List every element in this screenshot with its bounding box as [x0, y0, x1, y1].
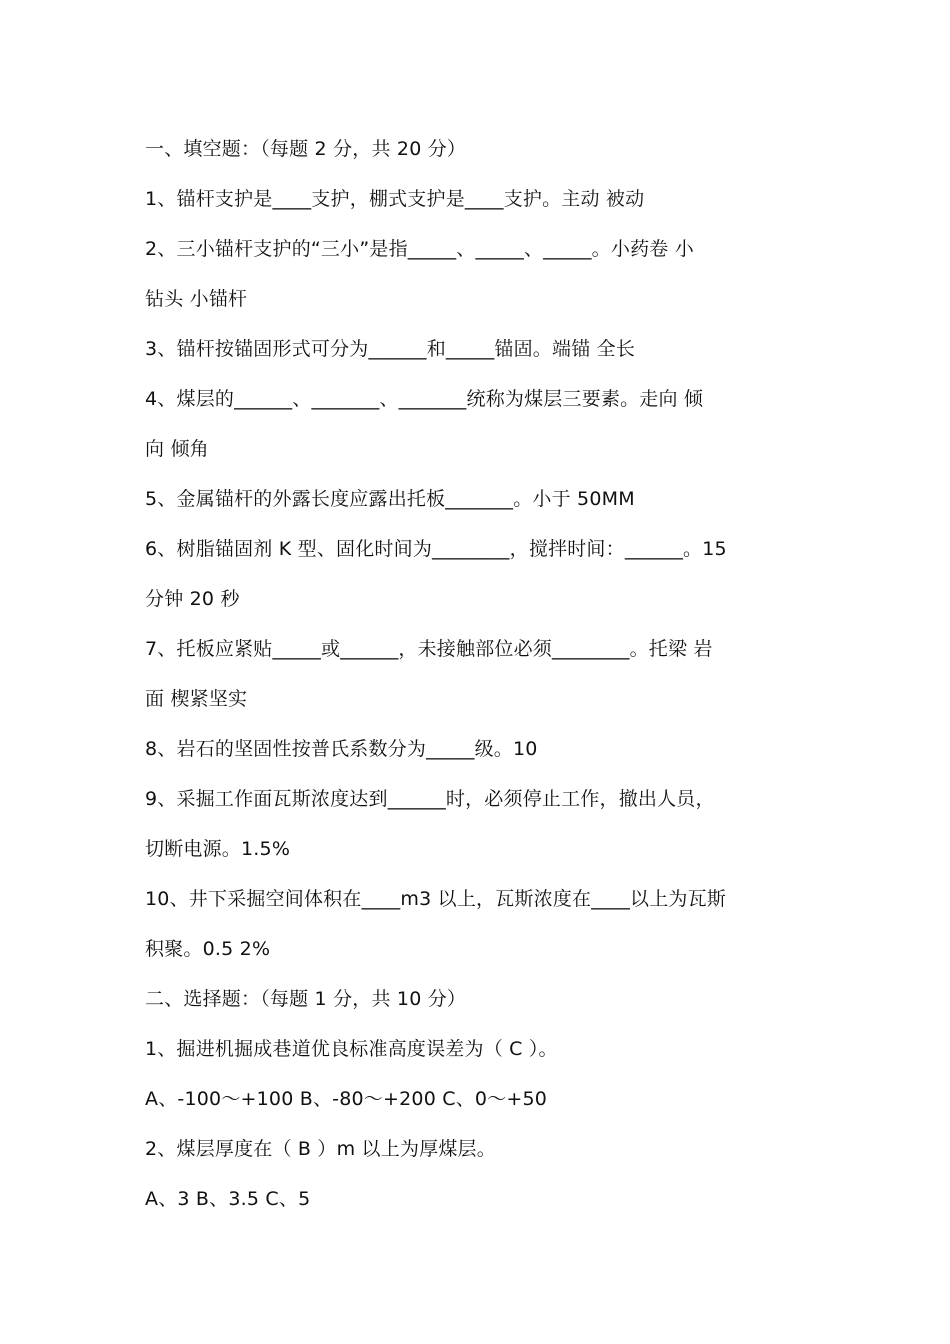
question-line: 10、井下采掘空间体积在____m3 以上，瓦斯浓度在____以上为瓦斯 [145, 888, 727, 910]
question-line: 7、托板应紧贴_____或______，未接触部位必须________。托梁 岩 [145, 638, 713, 660]
question-line: 向 倾角 [145, 438, 209, 460]
answer-options-line: A、3 B、3.5 C、5 [145, 1188, 311, 1210]
section-heading-fill-in: 一、填空题：（每题 2 分，共 20 分） [145, 138, 467, 160]
question-line: 2、煤层厚度在（ B ）m 以上为厚煤层。 [145, 1138, 496, 1160]
question-line: 8、岩石的坚固性按普氏系数分为_____级。10 [145, 738, 538, 760]
question-line: 切断电源。1.5% [145, 838, 291, 860]
question-line: 钻头 小锚杆 [145, 288, 248, 310]
question-line: 分钟 20 秒 [145, 588, 240, 610]
section-heading-multiple-choice: 二、选择题：（每题 1 分，共 10 分） [145, 988, 467, 1010]
document-body [145, 124, 810, 1224]
question-line: 5、金属锚杆的外露长度应露出托板_______。小于 50MM [145, 488, 635, 510]
question-line: 6、树脂锚固剂 K 型、固化时间为________，搅拌时间：______。15 [145, 538, 727, 560]
question-line: 面 楔紧坚实 [145, 688, 248, 710]
question-line: 2、三小锚杆支护的“三小”是指_____、_____、_____。小药卷 小 [145, 238, 694, 260]
question-line: 4、煤层的______、_______、_______统称为煤层三要素。走向 倾 [145, 388, 704, 410]
question-line: 3、锚杆按锚固形式可分为______和_____锚固。端锚 全长 [145, 338, 636, 360]
question-line: 积聚。0.5 2% [145, 938, 271, 960]
question-line: 9、采掘工作面瓦斯浓度达到______时，必须停止工作，撤出人员， [145, 788, 715, 810]
question-line: 1、锚杆支护是____支护，棚式支护是____支护。主动 被动 [145, 188, 645, 210]
answer-options-line: A、-100～+100 B、-80～+200 C、0～+50 [145, 1088, 548, 1110]
question-line: 1、掘进机掘成巷道优良标准高度误差为（ C ）。 [145, 1038, 558, 1060]
